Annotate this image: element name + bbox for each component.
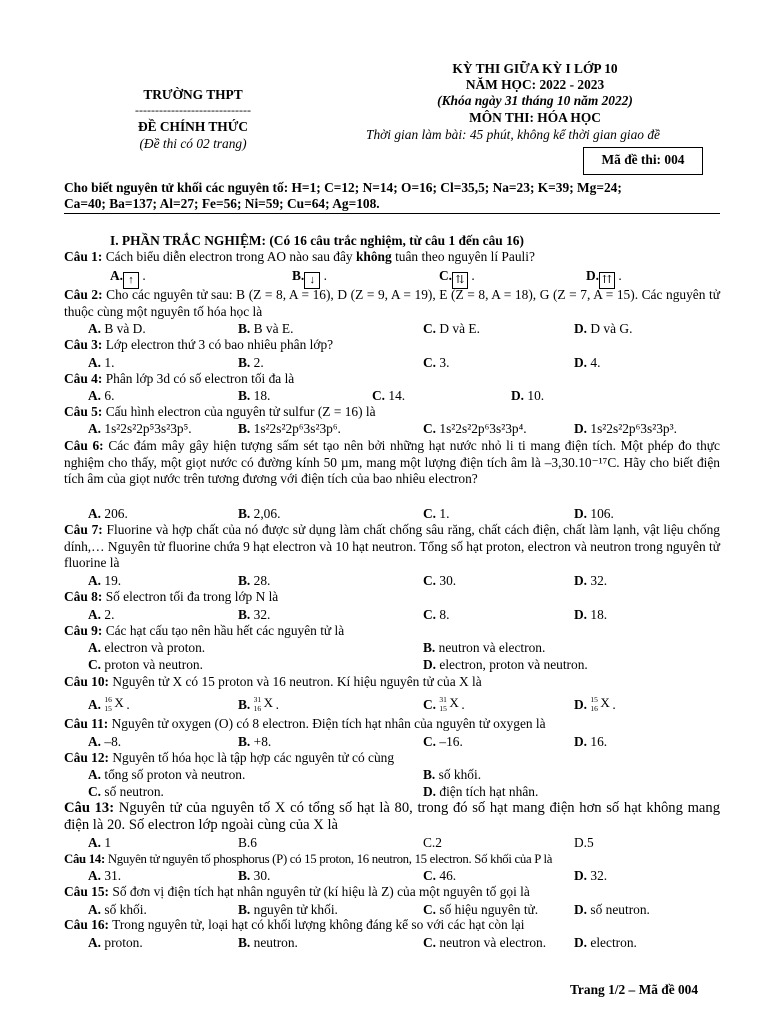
q7-options: A. 19. B. 28. C. 30. D. 32. bbox=[88, 573, 608, 588]
q13-options: A. 1 B.6 C.2 D.5 bbox=[88, 835, 594, 850]
nuclide-symbol: 31 16 X bbox=[253, 695, 274, 713]
question-8: Câu 8: Số electron tối đa trong lớp N là bbox=[64, 589, 279, 604]
question-2: Câu 2: Cho các nguyên tử sau: B (Z = 8, A = 16), D (Z = 9, A = 19), E (Z = 8, A = 18), G (Z = 7, A = 15). Các nguyên tử thuộc cùng một nguyên tố hóa học là bbox=[64, 287, 720, 319]
q4-options: A. 6. B. 18. C. 14. D. 10. bbox=[88, 388, 545, 403]
time-allowed: Thời gian làm bài: 45 phút, không kể thời gian giao đề bbox=[366, 127, 660, 142]
question-10: Câu 10: Nguyên tử X có 15 proton và 16 neutron. Kí hiệu nguyên tử của X là bbox=[64, 674, 482, 689]
question-13: Câu 13: Nguyên tử của nguyên tố X có tổng số hạt là 80, trong đó số hạt mang điện hơn số hạt không mang điện là 20. Số electron lớp ngoài cùng của X là bbox=[64, 800, 720, 833]
exam-title: KỲ THI GIỮA KỲ I LỚP 10 bbox=[452, 61, 618, 76]
orbital-box-icon: ↑ bbox=[123, 272, 139, 289]
atomic-masses-line2: Ca=40; Ba=137; Al=27; Fe=56; Ni=59; Cu=64; Ag=108. bbox=[64, 196, 380, 211]
school-name: TRƯỜNG THPT bbox=[143, 87, 243, 102]
nuclide-symbol: 31 15 X bbox=[439, 695, 459, 713]
nuclide-symbol: 15 16 X bbox=[590, 695, 610, 713]
question-4: Câu 4: Phân lớp 3d có số electron tối đa là bbox=[64, 371, 295, 386]
q9-options-row2: C. proton và neutron. D. electron, proton và neutron. bbox=[88, 657, 588, 672]
page-footer: Trang 1/2 – Mã đề 004 bbox=[570, 982, 699, 997]
school-year: NĂM HỌC: 2022 - 2023 bbox=[465, 77, 605, 92]
q9-options-row1: A. electron và proton. B. neutron và electron. bbox=[88, 640, 546, 655]
orbital-box-icon: ⇅ bbox=[452, 272, 468, 289]
question-5: Câu 5: Cấu hình electron của nguyên tử sulfur (Z = 16) là bbox=[64, 404, 376, 419]
q11-options: A. –8. B. +8. C. –16. D. 16. bbox=[88, 734, 608, 749]
question-3: Câu 3: Lớp electron thứ 3 có bao nhiêu phân lớp? bbox=[64, 337, 334, 352]
divider-dashes: ----------------------------- bbox=[135, 103, 251, 117]
q3-options: A. 1. B. 2. C. 3. D. 4. bbox=[88, 355, 601, 370]
exam-date: (Khóa ngày 31 tháng 10 năm 2022) bbox=[437, 93, 633, 108]
divider-line bbox=[64, 213, 720, 214]
q5-options: A. 1s²2s²2p⁵3s²3p⁵. B. 1s²2s²2p⁶3s²3p⁶. C. 1s²2s²2p⁶3s²3p⁴. D. 1s²2s²2p⁶3s²3p³. bbox=[88, 421, 677, 436]
q15-options: A. số khối. B. nguyên tử khối. C. số hiệu nguyên tử. D. số neutron. bbox=[88, 902, 650, 917]
question-9: Câu 9: Các hạt cấu tạo nên hầu hết các nguyên tử là bbox=[64, 623, 345, 638]
q10-options: A. 16 15 X . B. 31 16 X . C. 31 15 X . D. 15 16 X . bbox=[88, 695, 616, 713]
nuclide-symbol: 16 15 X bbox=[104, 695, 124, 713]
official-label: ĐỀ CHÍNH THỨC bbox=[137, 119, 249, 134]
page-count: (Đề thi có 02 trang) bbox=[139, 136, 247, 151]
q2-options: A. B và D. B. B và E. C. D và E. D. D và G. bbox=[88, 321, 633, 336]
question-1: Câu 1: Cách biểu diễn electron trong AO nào sau đây không tuân theo nguyên lí Pauli? bbox=[64, 249, 535, 264]
subject: MÔN THI: HÓA HỌC bbox=[469, 110, 601, 125]
q12-options-row2: C. số neutron. D. điện tích hạt nhân. bbox=[88, 784, 539, 799]
question-6: Câu 6: Các đám mây gây hiện tượng sấm sét tạo nên bởi những hạt nước nhỏ li ti mang điện tích. Một phép đo thực nghiệm cho thấy, một giọt nước có đường kính 50 µm, mang một lượng điện tích âm là –3,30.10⁻¹⁷C. Hãy cho biết điện tích âm của giọt nước trên tương đương với điện tích của bao nhiêu electron? bbox=[64, 438, 720, 486]
q8-options: A. 2. B. 32. C. 8. D. 18. bbox=[88, 607, 608, 622]
atomic-masses-line1: Cho biết nguyên tử khối các nguyên tố: H=1; C=12; N=14; O=16; Cl=35,5; Na=23; K=39; Mg=24; bbox=[64, 180, 622, 195]
exam-code: Mã đề thi: 004 bbox=[601, 152, 685, 167]
q1-options: A. ↑ . B. ↓ . C. ⇅ . D. ⇈ . bbox=[64, 267, 724, 284]
question-14: Câu 14: Nguyên tử nguyên tố phosphorus (P) có 15 proton, 16 neutron, 15 electron. Số khối của P là bbox=[64, 852, 553, 866]
question-15: Câu 15: Số đơn vị điện tích hạt nhân nguyên tử (kí hiệu là Z) của một nguyên tố gọi là bbox=[64, 884, 530, 899]
q14-options: A. 31. B. 30. C. 46. D. 32. bbox=[88, 868, 608, 883]
question-11: Câu 11: Nguyên tử oxygen (O) có 8 electron. Điện tích hạt nhân của nguyên tử oxygen là bbox=[64, 716, 546, 731]
question-16: Câu 16: Trong nguyên tử, loại hạt có khối lượng không đáng kể so với các hạt còn lại bbox=[64, 917, 525, 932]
q16-options: A. proton. B. neutron. C. neutron và electron. D. electron. bbox=[88, 935, 637, 950]
q12-options-row1: A. tổng số proton và neutron. B. số khối. bbox=[88, 767, 482, 782]
question-7: Câu 7: Fluorine và hợp chất của nó được sử dụng làm chất chống sâu răng, chất cách điện, chất làm lạnh, vật liệu chống dính,… Nguyên tử fluorine chứa 9 hạt electron và 10 hạt neutron. Tổng số hạt proton, electron và neutron trong nguyên tử fluorine là bbox=[64, 522, 720, 570]
q6-options: A. 206. B. 2,06. C. 1. D. 106. bbox=[88, 506, 614, 521]
question-12: Câu 12: Nguyên tố hóa học là tập hợp các nguyên tử có cùng bbox=[64, 750, 395, 765]
exam-code-box bbox=[583, 147, 703, 175]
orbital-box-icon: ↓ bbox=[304, 272, 320, 289]
orbital-box-icon: ⇈ bbox=[599, 272, 615, 289]
section-title: I. PHẦN TRẮC NGHIỆM: (Có 16 câu trắc nghiệm, từ câu 1 đến câu 16) bbox=[110, 233, 524, 248]
